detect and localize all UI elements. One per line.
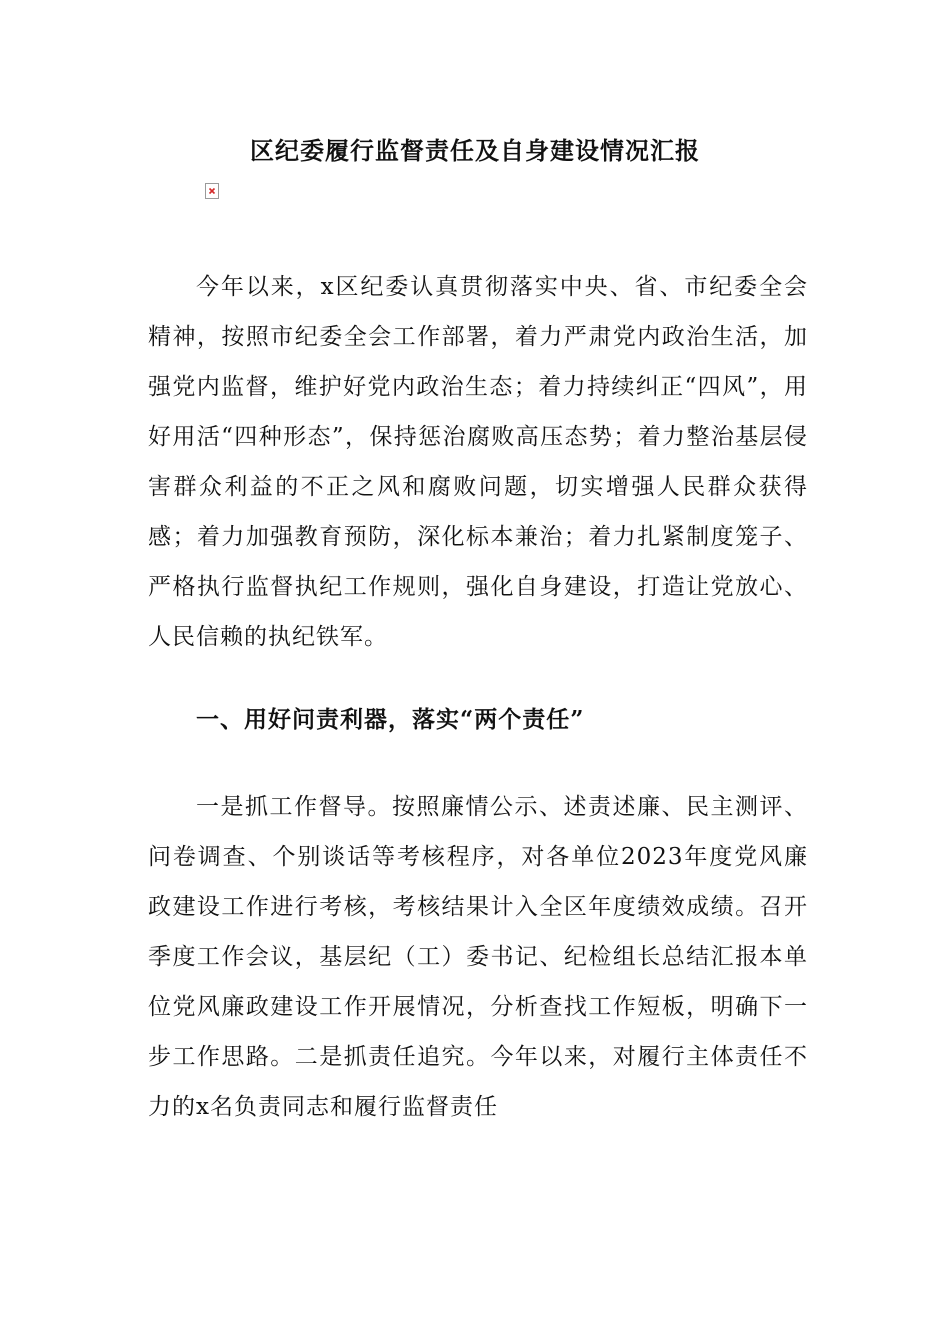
section-heading: 一、用好问责利器，落实“两个责任” [196,706,585,733]
intro-paragraph: 今年以来，x区纪委认真贯彻落实中央、省、市纪委全会精神，按照市纪委全会工作部署，着力严肃党内政治生活，加强党内监督，维护好党内政治生态；着力持续纠正“四风”，用好用活“四种形态”，保持惩治腐败高压态势；着力整治基层侵害群众利益的不正之风和腐败问题，切实增强人民群众获得感；着力加强教育预防，深化标本兼治；着力扎紧制度笼子、严格执行监督执纪工作规则，强化自身建设，打造让党放心、人民信赖的执纪铁军。 [148,274,808,650]
document-title: 区纪委履行监督责任及自身建设情况汇报 [250,136,700,165]
broken-image-icon-glyph [206,184,218,198]
broken-image-icon [205,183,219,199]
section-paragraph: 一是抓工作督导。按照廉情公示、述责述廉、民主测评、问卷调查、个别谈话等考核程序，对各单位2023年度党风廉政建设工作进行考核，考核结果计入全区年度绩效成绩。召开季度工作会议，基层纪（工）委书记、纪检组长总结汇报本单位党风廉政建设工作开展情况，分析查找工作短板，明确下一步工作思路。二是抓责任追究。今年以来，对履行主体责任不力的x名负责同志和履行监督责任 [148,794,808,1120]
